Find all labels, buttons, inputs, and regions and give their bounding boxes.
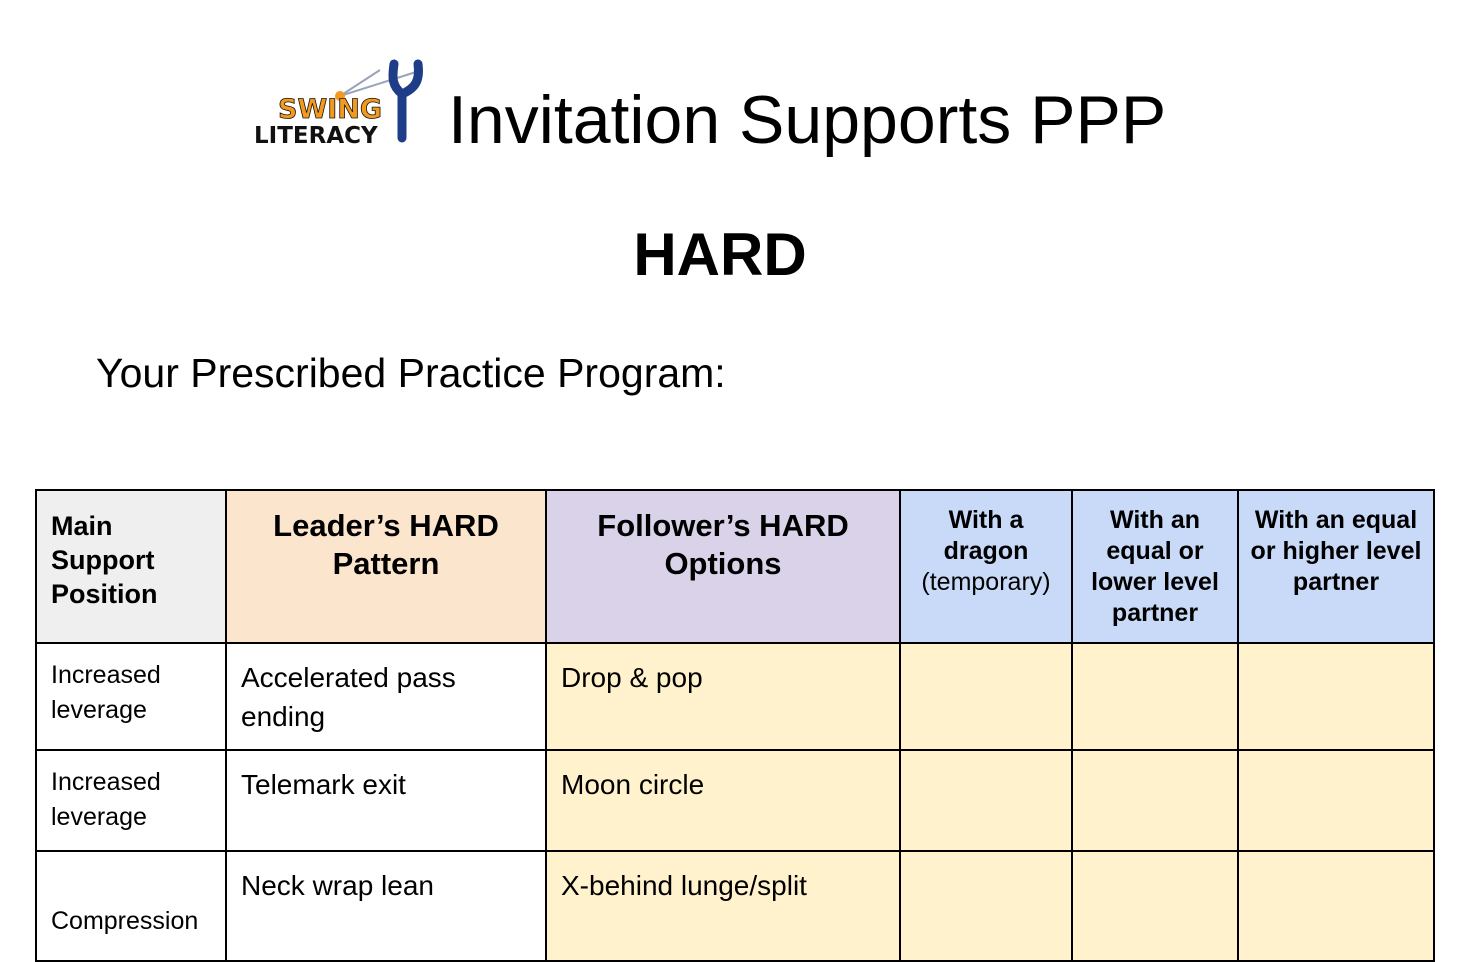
- cell-leader-pattern: Telemark exit: [226, 750, 546, 851]
- header-follower-options: [546, 490, 900, 643]
- table-row: [36, 750, 1434, 851]
- difficulty-level-heading: HARD: [633, 221, 807, 288]
- cell-dragon-checkbox[interactable]: [900, 851, 1072, 961]
- header-dragon-note: (temporary): [921, 568, 1051, 596]
- table-row: [36, 643, 1434, 750]
- header-equal-lower-label: With an equal or lower level partner: [1091, 506, 1219, 627]
- cell-equal-lower-checkbox[interactable]: [1072, 643, 1238, 750]
- cell-leader-pattern: Accelerated pass ending: [226, 643, 546, 750]
- header-main-support-label: Main Support Position: [51, 511, 158, 609]
- cell-dragon-checkbox[interactable]: [900, 750, 1072, 851]
- cell-follower-option: Drop & pop: [546, 643, 900, 750]
- section-heading: Your Prescribed Practice Program:: [96, 350, 726, 396]
- header-with-dragon: [900, 490, 1072, 643]
- header-leader-pattern: [226, 490, 546, 643]
- header-equal-higher-partner: [1238, 490, 1434, 643]
- practice-program-table: [35, 489, 1435, 962]
- cell-equal-higher-checkbox[interactable]: [1238, 643, 1434, 750]
- cell-position: Increased leverage: [36, 643, 226, 750]
- cell-follower-option: Moon circle: [546, 750, 900, 851]
- cell-follower-option: X-behind lunge/split: [546, 851, 900, 961]
- cell-equal-higher-checkbox[interactable]: [1238, 851, 1434, 961]
- cell-equal-lower-checkbox[interactable]: [1072, 851, 1238, 961]
- table-row: [36, 851, 1434, 961]
- swing-literacy-logo: [252, 58, 428, 148]
- table-header-row: [36, 490, 1434, 643]
- cell-equal-lower-checkbox[interactable]: [1072, 750, 1238, 851]
- cell-dragon-checkbox[interactable]: [900, 643, 1072, 750]
- header-dragon-label: With a dragon: [943, 506, 1029, 565]
- logo-word-bottom: LITERACY: [254, 123, 378, 148]
- header-equal-higher-label: With an equal or higher level partner: [1250, 506, 1422, 596]
- cell-equal-higher-checkbox[interactable]: [1238, 750, 1434, 851]
- header-leader-label: Leader’s HARD Pattern: [273, 508, 499, 581]
- header-main-support-position: [36, 490, 226, 643]
- page-title: Invitation Supports PPP: [448, 82, 1167, 158]
- header-equal-lower-partner: [1072, 490, 1238, 643]
- header-follower-label: Follower’s HARD Options: [597, 508, 849, 581]
- cell-position: Increased leverage: [36, 750, 226, 851]
- slingshot-logo-icon: [252, 58, 428, 148]
- logo-word-top: SWING: [278, 94, 383, 125]
- cell-leader-pattern: Neck wrap lean: [226, 851, 546, 961]
- cell-position: Compression: [36, 851, 226, 961]
